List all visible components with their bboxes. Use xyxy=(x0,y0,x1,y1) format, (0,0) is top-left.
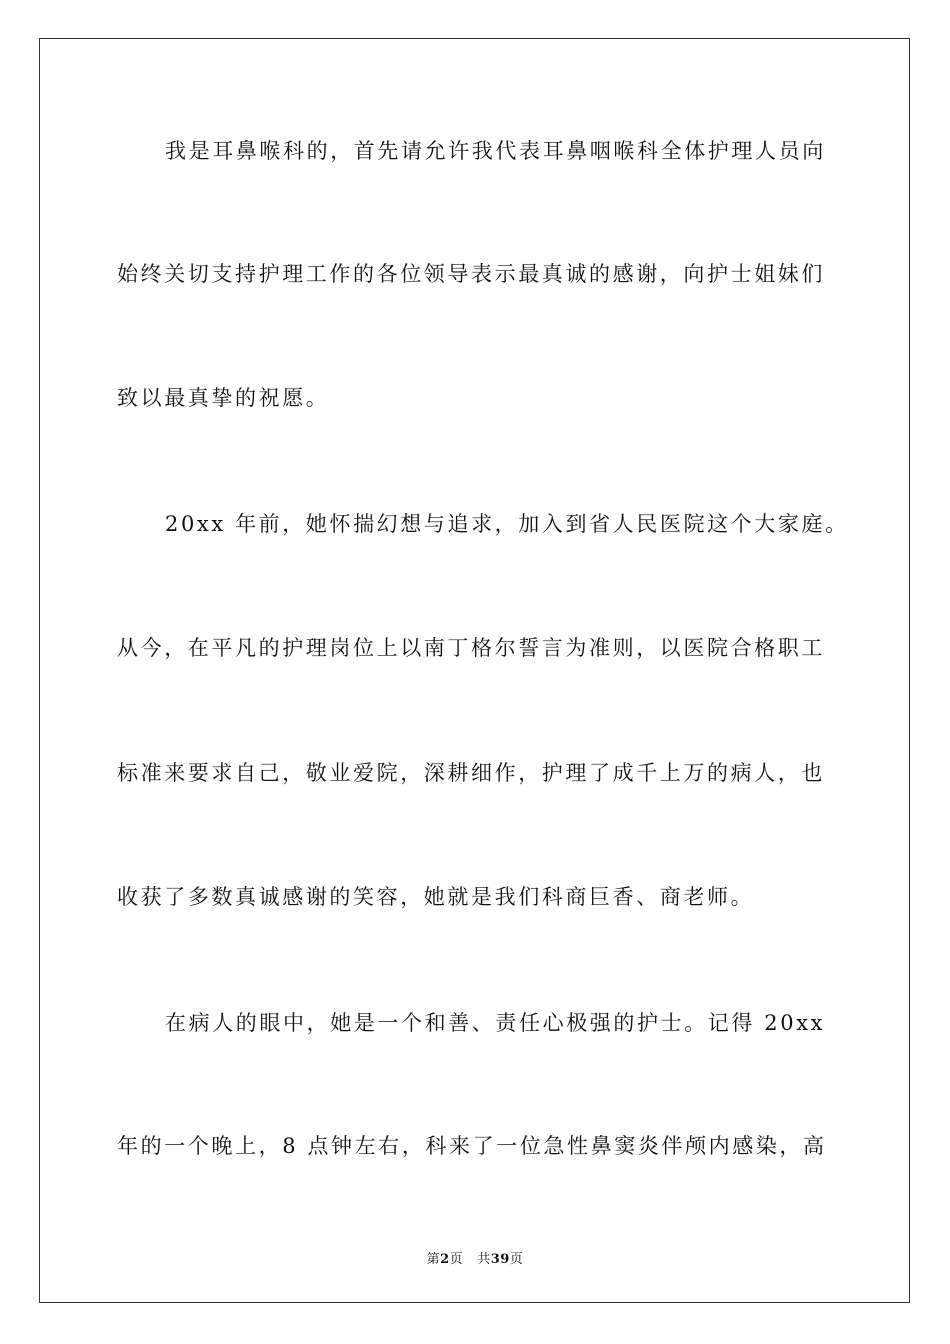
footer-page-prefix: 第 xyxy=(426,1252,441,1267)
footer-total-prefix: 共 xyxy=(477,1252,491,1267)
page-footer xyxy=(0,1248,950,1267)
paragraph-line: 20xx 年前，她怀揣幻想与追求，加入到省人民医院这个大家庭。 xyxy=(165,512,849,536)
paragraph-line: 我是耳鼻喉科的，首先请允许我代表耳鼻咽喉科全体护理人员向 xyxy=(165,139,826,163)
footer-total-suffix: 页 xyxy=(509,1252,524,1267)
paragraph-line: 从今，在平凡的护理岗位上以南丁格尔誓言为准则，以医院合格职工 xyxy=(117,636,825,660)
paragraph-line: 年的一个晚上，8 点钟左右，科来了一位急性鼻窦炎伴颅内感染，高 xyxy=(117,1134,827,1158)
footer-total-pages: 39 xyxy=(490,1252,510,1267)
paragraph-line: 在病人的眼中，她是一个和善、责任心极强的护士。记得 20xx xyxy=(165,1011,826,1035)
paragraph-line: 致以最真挚的祝愿。 xyxy=(117,386,330,410)
footer-page-number: 2 xyxy=(440,1252,450,1267)
paragraph-line: 标准来要求自己，敬业爱院，深耕细作，护理了成千上万的病人，也 xyxy=(117,761,825,785)
paragraph-line: 收获了多数真诚感谢的笑容，她就是我们科商巨香、商老师。 xyxy=(117,885,755,909)
page-border xyxy=(39,38,910,1303)
paragraph-line: 始终关切支持护理工作的各位领导表示最真诚的感谢，向护士姐妹们 xyxy=(117,262,825,286)
footer-page-suffix: 页 xyxy=(449,1252,464,1267)
